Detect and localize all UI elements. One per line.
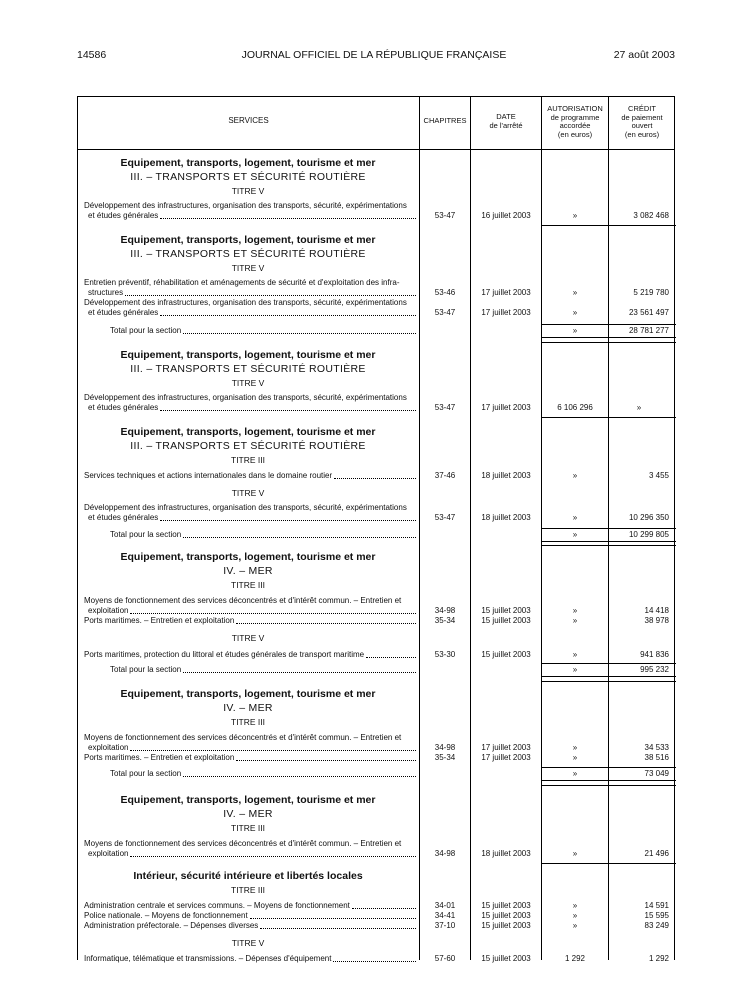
date-cell: 17 juillet 2003 xyxy=(481,403,531,412)
total-label: Total pour la section xyxy=(110,769,182,778)
credit-cell: 38 978 xyxy=(644,616,669,625)
section-heading: IV. – MER xyxy=(223,565,273,577)
credit-cell: 3 455 xyxy=(648,471,669,480)
autorisation-cell: » xyxy=(572,849,578,858)
date-cell: 18 juillet 2003 xyxy=(481,849,531,858)
service-line: Développement des infrastructures, organisation des transports, sécurité, expérimentations xyxy=(84,393,407,402)
ministry-heading: Equipement, transports, logement, tourisme et mer xyxy=(120,688,376,700)
autorisation-cell: » xyxy=(572,901,578,910)
titre-heading: TITRE III xyxy=(231,885,265,895)
leader-dots xyxy=(334,478,416,479)
leader-dots xyxy=(366,657,416,658)
ministry-heading: Equipement, transports, logement, tourisme et mer xyxy=(120,157,376,169)
service-line: Développement des infrastructures, organisation des transports, sécurité, expérimentations xyxy=(84,298,407,307)
leader-dots xyxy=(160,218,416,219)
date-cell: 17 juillet 2003 xyxy=(481,743,531,752)
service-description xyxy=(84,596,418,616)
section-heading: III. – TRANSPORTS ET SÉCURITÉ ROUTIÈRE xyxy=(130,440,366,452)
service-line: Moyens de fonctionnement des services déconcentrés et d'intérêt commun. – Entretien et xyxy=(84,733,402,742)
autorisation-cell: » xyxy=(572,650,578,659)
service-description xyxy=(84,733,418,753)
page-number: 14586 xyxy=(77,49,107,61)
autorisation-cell: » xyxy=(572,288,578,297)
credit-cell: 1 292 xyxy=(648,954,669,963)
chapitre-cell: 53-30 xyxy=(434,650,456,659)
col-header-credit xyxy=(609,105,675,139)
col-header-credit-l1: CRÉDIT xyxy=(628,104,656,113)
service-line: et études générales xyxy=(88,403,159,412)
total-autorisation: » xyxy=(572,665,578,674)
date-cell: 18 juillet 2003 xyxy=(481,471,531,480)
titre-heading: TITRE III xyxy=(231,823,265,833)
date-cell: 17 juillet 2003 xyxy=(481,308,531,317)
credit-cell: 21 496 xyxy=(644,849,669,858)
service-description xyxy=(84,650,418,660)
service-line: structures xyxy=(88,288,124,297)
autorisation-cell: 6 106 296 xyxy=(557,403,593,412)
chapitre-cell: 34-98 xyxy=(434,743,456,752)
service-line: et études générales xyxy=(88,513,159,522)
date-cell: 15 juillet 2003 xyxy=(481,606,531,615)
service-description xyxy=(84,393,418,413)
titre-heading: TITRE III xyxy=(231,455,265,465)
col-header-date-l1: DATE xyxy=(496,112,516,121)
leader-dots xyxy=(183,672,416,673)
autorisation-cell: » xyxy=(572,606,578,615)
autorisation-cell: » xyxy=(572,616,578,625)
titre-heading: TITRE V xyxy=(231,263,265,273)
service-line: Informatique, télématique et transmissions. – Dépenses d'équipement xyxy=(84,954,332,963)
autorisation-cell: 1 292 xyxy=(564,954,586,963)
titre-heading: TITRE V xyxy=(231,938,265,948)
leader-dots xyxy=(130,856,416,857)
amount-rule xyxy=(542,417,676,418)
credit-cell: 3 082 468 xyxy=(633,211,669,220)
autorisation-cell: » xyxy=(572,921,578,930)
chapitre-cell: 37-46 xyxy=(434,471,456,480)
col-header-chapitres: CHAPITRES xyxy=(423,116,467,125)
chapitre-cell: 35-34 xyxy=(434,616,456,625)
autorisation-cell: » xyxy=(572,308,578,317)
date-cell: 15 juillet 2003 xyxy=(481,616,531,625)
total-autorisation: » xyxy=(572,326,578,335)
leader-dots xyxy=(236,760,416,761)
header-rule xyxy=(78,149,674,150)
service-description xyxy=(84,298,418,318)
date-cell: 17 juillet 2003 xyxy=(481,753,531,762)
date-cell: 15 juillet 2003 xyxy=(481,921,531,930)
amount-rule xyxy=(542,681,676,682)
chapitre-cell: 53-47 xyxy=(434,403,456,412)
chapitre-cell: 53-46 xyxy=(434,288,456,297)
autorisation-cell: » xyxy=(572,743,578,752)
service-line: Police nationale. – Moyens de fonctionnement xyxy=(84,911,248,920)
amount-rule xyxy=(542,785,676,786)
service-line: Ports maritimes. – Entretien et exploitation xyxy=(84,616,235,625)
chapitre-cell: 34-98 xyxy=(434,849,456,858)
section-heading: III. – TRANSPORTS ET SÉCURITÉ ROUTIÈRE xyxy=(130,248,366,260)
total-autorisation: » xyxy=(572,530,578,539)
ministry-heading: Equipement, transports, logement, tourisme et mer xyxy=(120,349,376,361)
service-line: Ports maritimes, protection du littoral et études générales de transport maritime xyxy=(84,650,365,659)
service-line: exploitation xyxy=(88,849,129,858)
col-header-auth-l3: accordée xyxy=(559,121,591,130)
col-header-auth-l4: (en euros) xyxy=(557,129,593,139)
ministry-heading: Equipement, transports, logement, tourisme et mer xyxy=(120,426,376,438)
service-description xyxy=(84,921,418,931)
titre-heading: TITRE III xyxy=(231,580,265,590)
appropriations-table xyxy=(77,96,675,963)
credit-cell: » xyxy=(636,403,642,412)
chapitre-cell: 35-34 xyxy=(434,753,456,762)
col-header-autorisation xyxy=(542,105,608,139)
service-line: Administration centrale et services communs. – Moyens de fonctionnement xyxy=(84,901,350,910)
service-line: Services techniques et actions internationales dans le domaine routier xyxy=(84,471,333,480)
section-heading: IV. – MER xyxy=(223,808,273,820)
credit-cell: 34 533 xyxy=(644,743,669,752)
service-description xyxy=(84,901,418,911)
leader-dots xyxy=(260,928,416,929)
leader-dots xyxy=(125,295,416,296)
col-header-date-l2: de l'arrêté xyxy=(489,120,523,130)
leader-dots xyxy=(183,776,416,777)
date-cell: 15 juillet 2003 xyxy=(481,901,531,910)
service-line: Développement des infrastructures, organisation des transports, sécurité, expérimentations xyxy=(84,503,407,512)
titre-heading: TITRE III xyxy=(231,717,265,727)
chapitre-cell: 34-41 xyxy=(434,911,456,920)
service-description xyxy=(84,753,418,763)
service-line: Entretien préventif, réhabilitation et aménagements de sécurité et d'exploitation des infra- xyxy=(84,278,400,287)
section-heading: IV. – MER xyxy=(223,702,273,714)
chapitre-cell: 34-98 xyxy=(434,606,456,615)
col-header-date xyxy=(471,113,541,130)
service-line: Ports maritimes. – Entretien et exploitation xyxy=(84,753,235,762)
credit-cell: 10 296 350 xyxy=(628,513,669,522)
service-line: Moyens de fonctionnement des services déconcentrés et d'intérêt commun. – Entretien et xyxy=(84,596,402,605)
titre-heading: TITRE V xyxy=(231,186,265,196)
service-line: exploitation xyxy=(88,606,129,615)
date-cell: 18 juillet 2003 xyxy=(481,513,531,522)
service-description xyxy=(84,616,418,626)
ministry-heading: Intérieur, sécurité intérieure et libertés locales xyxy=(133,870,363,882)
date-cell: 15 juillet 2003 xyxy=(481,911,531,920)
leader-dots xyxy=(130,613,416,614)
autorisation-cell: » xyxy=(572,513,578,522)
autorisation-cell: » xyxy=(572,211,578,220)
date-cell: 17 juillet 2003 xyxy=(481,288,531,297)
service-line: et études générales xyxy=(88,308,159,317)
leader-dots xyxy=(183,333,416,334)
service-line: Moyens de fonctionnement des services déconcentrés et d'intérêt commun. – Entretien et xyxy=(84,839,402,848)
chapitre-cell: 37-10 xyxy=(434,921,456,930)
leader-dots xyxy=(183,537,416,538)
ministry-heading: Equipement, transports, logement, tourisme et mer xyxy=(120,794,376,806)
leader-dots xyxy=(352,908,416,909)
section-heading: III. – TRANSPORTS ET SÉCURITÉ ROUTIÈRE xyxy=(130,363,366,375)
leader-dots xyxy=(250,918,416,919)
col-header-credit-l2: de paiement xyxy=(621,112,663,122)
col-header-auth-l1: AUTORISATION xyxy=(547,104,603,113)
total-credit: 28 781 277 xyxy=(628,326,669,335)
chapitre-cell: 53-47 xyxy=(434,308,456,317)
credit-cell: 5 219 780 xyxy=(633,288,669,297)
credit-cell: 14 591 xyxy=(644,901,669,910)
date-cell: 16 juillet 2003 xyxy=(481,211,531,220)
total-credit: 73 049 xyxy=(644,769,669,778)
chapitre-cell: 34-01 xyxy=(434,901,456,910)
service-line: et études générales xyxy=(88,211,159,220)
section-heading: III. – TRANSPORTS ET SÉCURITÉ ROUTIÈRE xyxy=(130,171,366,183)
credit-cell: 15 595 xyxy=(644,911,669,920)
total-autorisation: » xyxy=(572,769,578,778)
service-description xyxy=(84,201,418,221)
column-rule xyxy=(470,97,471,960)
total-credit: 10 299 805 xyxy=(628,530,669,539)
credit-cell: 38 516 xyxy=(644,753,669,762)
total-label: Total pour la section xyxy=(110,326,182,335)
ministry-heading: Equipement, transports, logement, tourisme et mer xyxy=(120,551,376,563)
chapitre-cell: 53-47 xyxy=(434,211,456,220)
chapitre-cell: 53-47 xyxy=(434,513,456,522)
amount-rule xyxy=(542,545,676,546)
credit-cell: 23 561 497 xyxy=(628,308,669,317)
titre-heading: TITRE V xyxy=(231,378,265,388)
autorisation-cell: » xyxy=(572,753,578,762)
amount-rule xyxy=(542,342,676,343)
service-line: exploitation xyxy=(88,743,129,752)
col-header-auth-l2: de programme xyxy=(550,112,600,122)
service-description xyxy=(84,471,418,481)
titre-heading: TITRE V xyxy=(231,633,265,643)
service-line: Développement des infrastructures, organisation des transports, sécurité, expérimentations xyxy=(84,201,407,210)
column-rule xyxy=(419,97,420,960)
service-description xyxy=(84,839,418,859)
issue-date: 27 août 2003 xyxy=(613,49,675,61)
service-description xyxy=(84,911,418,921)
service-line: Administration préfectorale. – Dépenses diverses xyxy=(84,921,259,930)
service-description xyxy=(84,278,418,298)
ministry-heading: Equipement, transports, logement, tourisme et mer xyxy=(120,234,376,246)
col-header-credit-l4: (en euros) xyxy=(624,129,660,139)
credit-cell: 14 418 xyxy=(644,606,669,615)
credit-cell: 83 249 xyxy=(644,921,669,930)
leader-dots xyxy=(160,520,416,521)
total-label: Total pour la section xyxy=(110,530,182,539)
leader-dots xyxy=(333,961,416,962)
leader-dots xyxy=(236,623,416,624)
chapitre-cell: 57-60 xyxy=(434,954,456,963)
service-description xyxy=(84,954,418,964)
date-cell: 15 juillet 2003 xyxy=(481,650,531,659)
amount-rule xyxy=(542,225,676,226)
service-description xyxy=(84,503,418,523)
total-credit: 995 232 xyxy=(640,665,669,674)
leader-dots xyxy=(160,315,416,316)
journal-title: JOURNAL OFFICIEL DE LA RÉPUBLIQUE FRANÇAISE xyxy=(241,49,507,61)
leader-dots xyxy=(130,750,416,751)
col-header-services: SERVICES xyxy=(228,116,269,125)
credit-cell: 941 836 xyxy=(640,650,669,659)
col-header-credit-l3: ouvert xyxy=(631,121,653,130)
titre-heading: TITRE V xyxy=(231,488,265,498)
date-cell: 15 juillet 2003 xyxy=(481,954,531,963)
total-label: Total pour la section xyxy=(110,665,182,674)
autorisation-cell: » xyxy=(572,911,578,920)
leader-dots xyxy=(160,410,416,411)
autorisation-cell: » xyxy=(572,471,578,480)
amount-rule xyxy=(542,863,676,864)
